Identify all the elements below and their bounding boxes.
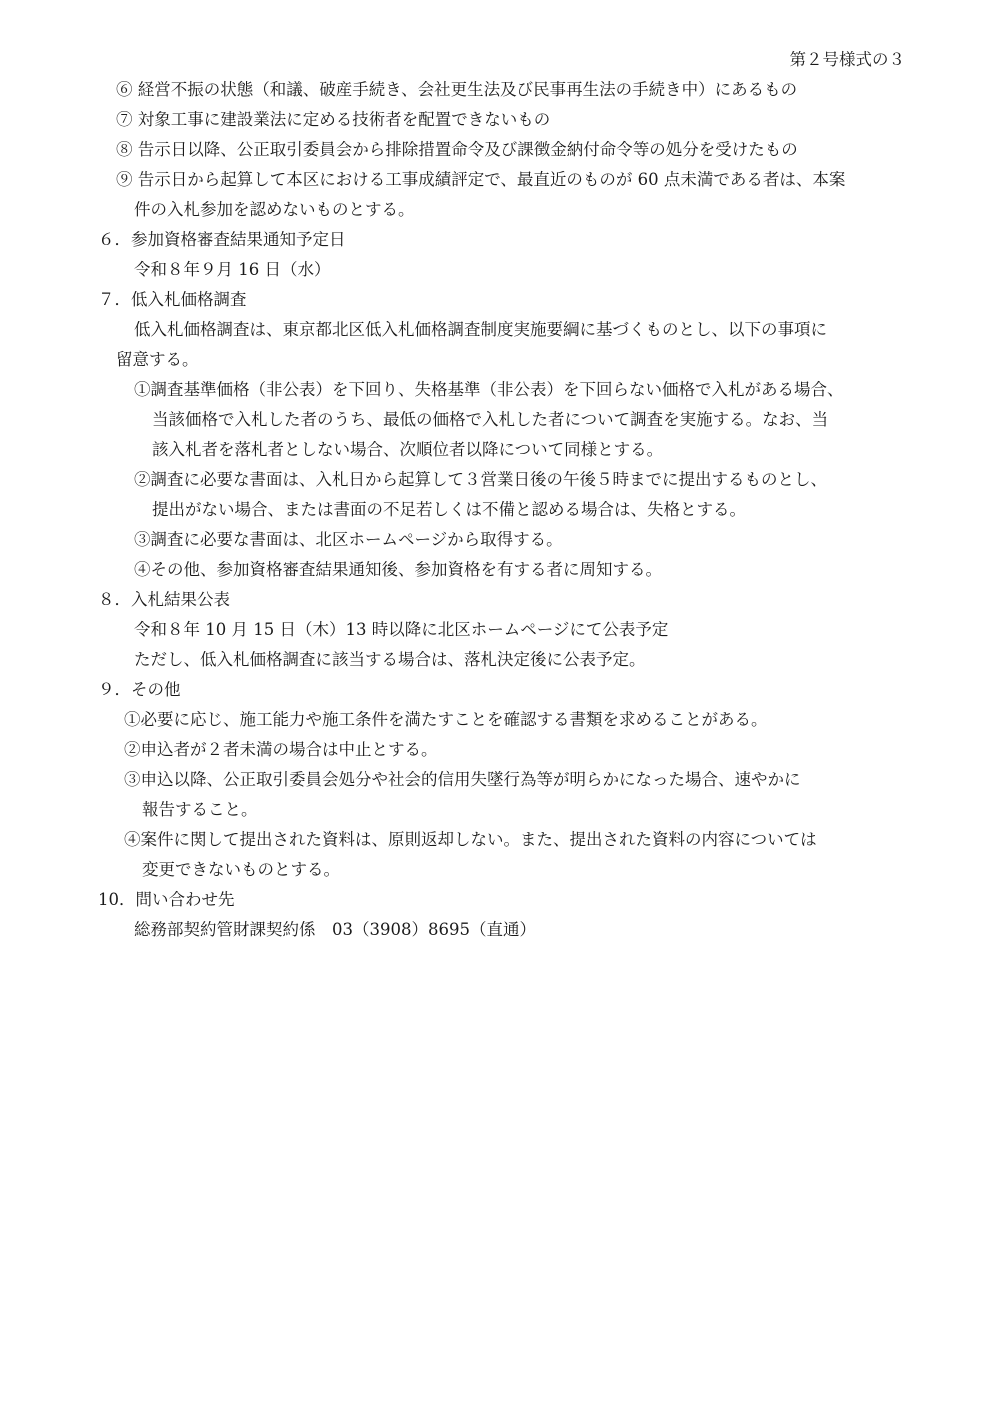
section-9-item-3-cont: 報告すること。 (142, 800, 258, 819)
section-6-heading: ６．参加資格審査結果通知予定日 (98, 230, 346, 249)
section-8-heading: ８．入札結果公表 (98, 590, 230, 609)
section-8-note: ただし、低入札価格調査に該当する場合は、落札決定後に公表予定。 (134, 650, 646, 669)
section-7-intro: 低入札価格調査は、東京都北区低入札価格調査制度実施要綱に基づくものとし、以下の事項に (134, 320, 827, 339)
section-9-item-4-cont: 変更できないものとする。 (142, 860, 340, 879)
disqualification-item-9-cont: 件の入札参加を認めないものとする。 (134, 200, 415, 219)
section-8-date: 令和８年 10 月 15 日（木）13 時以降に北区ホームページにて公表予定 (134, 620, 669, 639)
disqualification-item-8: ⑧ 告示日以降、公正取引委員会から排除措置命令及び課徴金納付命令等の処分を受けたもの (116, 140, 798, 159)
form-number: 第２号様式の３ (789, 50, 905, 69)
section-9-item-4: ④案件に関して提出された資料は、原則返却しない。また、提出された資料の内容については (124, 830, 817, 849)
section-7-item-3: ③調査に必要な書面は、北区ホームページから取得する。 (134, 530, 563, 549)
contact-info: 総務部契約管財課契約係 03（3908）8695（直通） (134, 920, 536, 939)
section-10-heading: 10．問い合わせ先 (98, 890, 235, 909)
section-7-item-1: ①調査基準価格（非公表）を下回り、失格基準（非公表）を下回らない価格で入札がある場合、 (134, 380, 844, 399)
disqualification-item-9: ⑨ 告示日から起算して本区における工事成績評定で、最直近のものが 60 点未満である者は、本案 (116, 170, 846, 189)
section-9-item-1: ①必要に応じ、施工能力や施工条件を満たすことを確認する書類を求めることがある。 (124, 710, 768, 729)
section-7-heading: ７．低入札価格調査 (98, 290, 247, 309)
section-7-item-1-cont: 該入札者を落札者としない場合、次順位者以降について同様とする。 (152, 440, 664, 459)
section-7-item-2: ②調査に必要な書面は、入札日から起算して３営業日後の午後５時までに提出するものとし、 (134, 470, 827, 489)
section-9-heading: ９．その他 (98, 680, 181, 699)
disqualification-item-7: ⑦ 対象工事に建設業法に定める技術者を配置できないもの (116, 110, 551, 129)
section-7-item-1-cont: 当該価格で入札した者のうち、最低の価格で入札した者について調査を実施する。なお、当 (152, 410, 829, 429)
disqualification-item-6: ⑥ 経営不振の状態（和議、破産手続き、会社更生法及び民事再生法の手続き中）にあるもの (116, 80, 798, 99)
section-7-intro-cont: 留意する。 (116, 350, 199, 369)
section-7-item-2-cont: 提出がない場合、または書面の不足若しくは不備と認める場合は、失格とする。 (152, 500, 746, 519)
section-9-item-3: ③申込以降、公正取引委員会処分や社会的信用失墜行為等が明らかになった場合、速やかに (124, 770, 801, 789)
section-6-date: 令和８年９月 16 日（水） (134, 260, 331, 279)
section-9-item-2: ②申込者が２者未満の場合は中止とする。 (124, 740, 438, 759)
section-7-item-4: ④その他、参加資格審査結果通知後、参加資格を有する者に周知する。 (134, 560, 662, 579)
